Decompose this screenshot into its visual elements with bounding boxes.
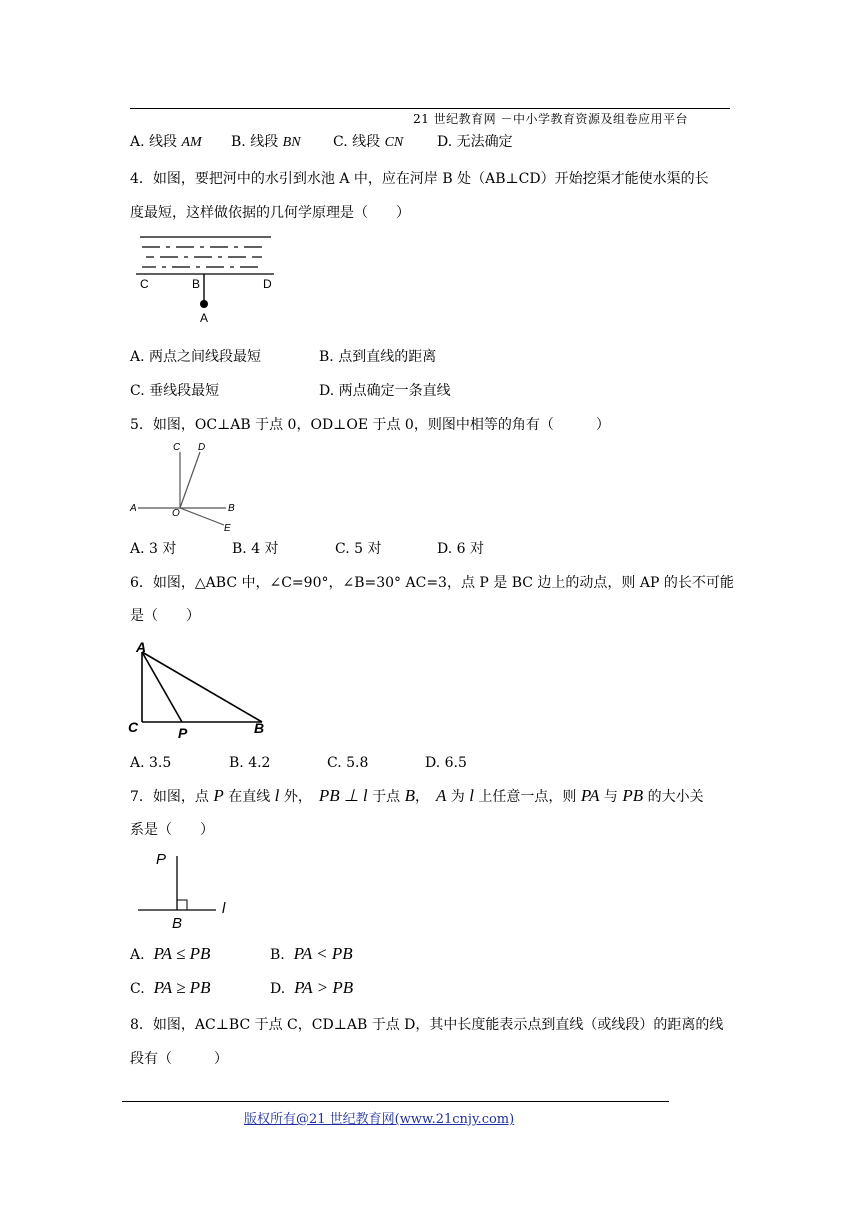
q7-text-line1: 7．如图，点 P 在直线 l 外， PB ⊥ l 于点 B， A 为 l 上任意一点，则 PA 与 PB 的大小关 xyxy=(130,786,704,805)
q4-option-a: A. 两点之间线段最短 xyxy=(130,349,262,365)
label-d: D xyxy=(263,277,272,291)
q3-option-d: D. 无法确定 xyxy=(437,134,513,150)
q6-option-c: C. 5.8 xyxy=(327,755,369,771)
point-a xyxy=(200,300,208,308)
q3-option-b: B. 线段 BN xyxy=(231,134,301,150)
label-b: B xyxy=(172,915,183,932)
label-b: B xyxy=(192,277,201,291)
q5-text-line1: 5．如图，OC⊥AB 于点 0，OD⊥OE 于点 0，则图中相等的角有（ ） xyxy=(130,417,610,433)
label-a: A xyxy=(130,503,137,514)
side-ab xyxy=(142,652,262,722)
label-p: P xyxy=(178,725,188,740)
q7-figure xyxy=(132,848,242,934)
q4-option-d: D. 两点确定一条直线 xyxy=(319,383,451,399)
label-d: D xyxy=(198,442,206,453)
q5-option-d: D. 6 对 xyxy=(437,541,484,557)
q7-option-b: B. PA < PB xyxy=(270,944,353,963)
q6-option-b: B. 4.2 xyxy=(229,755,271,771)
q5-option-c: C. 5 对 xyxy=(335,541,382,557)
q6-figure xyxy=(126,636,276,740)
footer-rule xyxy=(122,1101,669,1102)
q5-option-b: B. 4 对 xyxy=(232,541,279,557)
label-c: C xyxy=(173,442,181,453)
label-b: B xyxy=(228,503,235,514)
label-l: l xyxy=(222,900,226,917)
q7-option-d: D. PA > PB xyxy=(270,978,354,997)
label-a: A xyxy=(136,639,147,655)
q8-text-line1: 8．如图，AC⊥BC 于点 C，CD⊥AB 于点 D，其中长度能表示点到直线（或线段）的距离的线 xyxy=(130,1017,724,1033)
segment-ap xyxy=(142,652,182,722)
q5-option-a: A. 3 对 xyxy=(130,541,177,557)
label-c: C xyxy=(128,719,139,735)
q3-option-a: A. 线段 AM xyxy=(130,134,202,150)
label-e: E xyxy=(224,523,231,533)
header-rule xyxy=(130,108,730,109)
q3-option-c: C. 线段 CN xyxy=(333,134,404,150)
q7-text-line2: 系是（ ） xyxy=(130,822,214,838)
q6-text-line2: 是（ ） xyxy=(130,608,200,624)
q7-option-a: A. PA ≤ PB xyxy=(130,944,211,963)
header-text: 21 世纪教育网 －中小学教育资源及组卷应用平台 xyxy=(413,112,688,126)
label-p: P xyxy=(156,851,167,868)
ray-oe xyxy=(180,508,224,525)
label-o: O xyxy=(172,508,180,519)
footer-copyright-link[interactable]: 版权所有@21 世纪教育网(www.21cnjy.com) xyxy=(244,1112,515,1127)
label-c: C xyxy=(140,277,149,291)
q6-text-line1: 6．如图，△ABC 中，∠C=90°，∠B=30° AC=3，点 P 是 BC 边上的动点，则 AP 的长不可能 xyxy=(130,575,734,591)
q6-option-d: D. 6.5 xyxy=(425,755,467,771)
q8-text-line2: 段有（ ） xyxy=(130,1051,228,1067)
right-angle-mark xyxy=(177,900,187,910)
q4-figure xyxy=(130,230,290,330)
q4-text-line2: 度最短，这样做依据的几何学原理是（ ） xyxy=(130,205,410,221)
q4-text-line1: 4．如图，要把河中的水引到水池 A 中，应在河岸 B 处（AB⊥CD）开始挖渠才能使水渠的长 xyxy=(130,171,709,187)
label-b: B xyxy=(254,720,265,736)
q5-figure xyxy=(128,438,248,533)
label-a: A xyxy=(200,311,209,325)
q7-option-c: C. PA ≥ PB xyxy=(130,978,211,997)
q6-option-a: A. 3.5 xyxy=(130,755,172,771)
q4-option-c: C. 垂线段最短 xyxy=(130,383,220,399)
q4-option-b: B. 点到直线的距离 xyxy=(319,349,437,365)
ray-od xyxy=(180,452,200,508)
